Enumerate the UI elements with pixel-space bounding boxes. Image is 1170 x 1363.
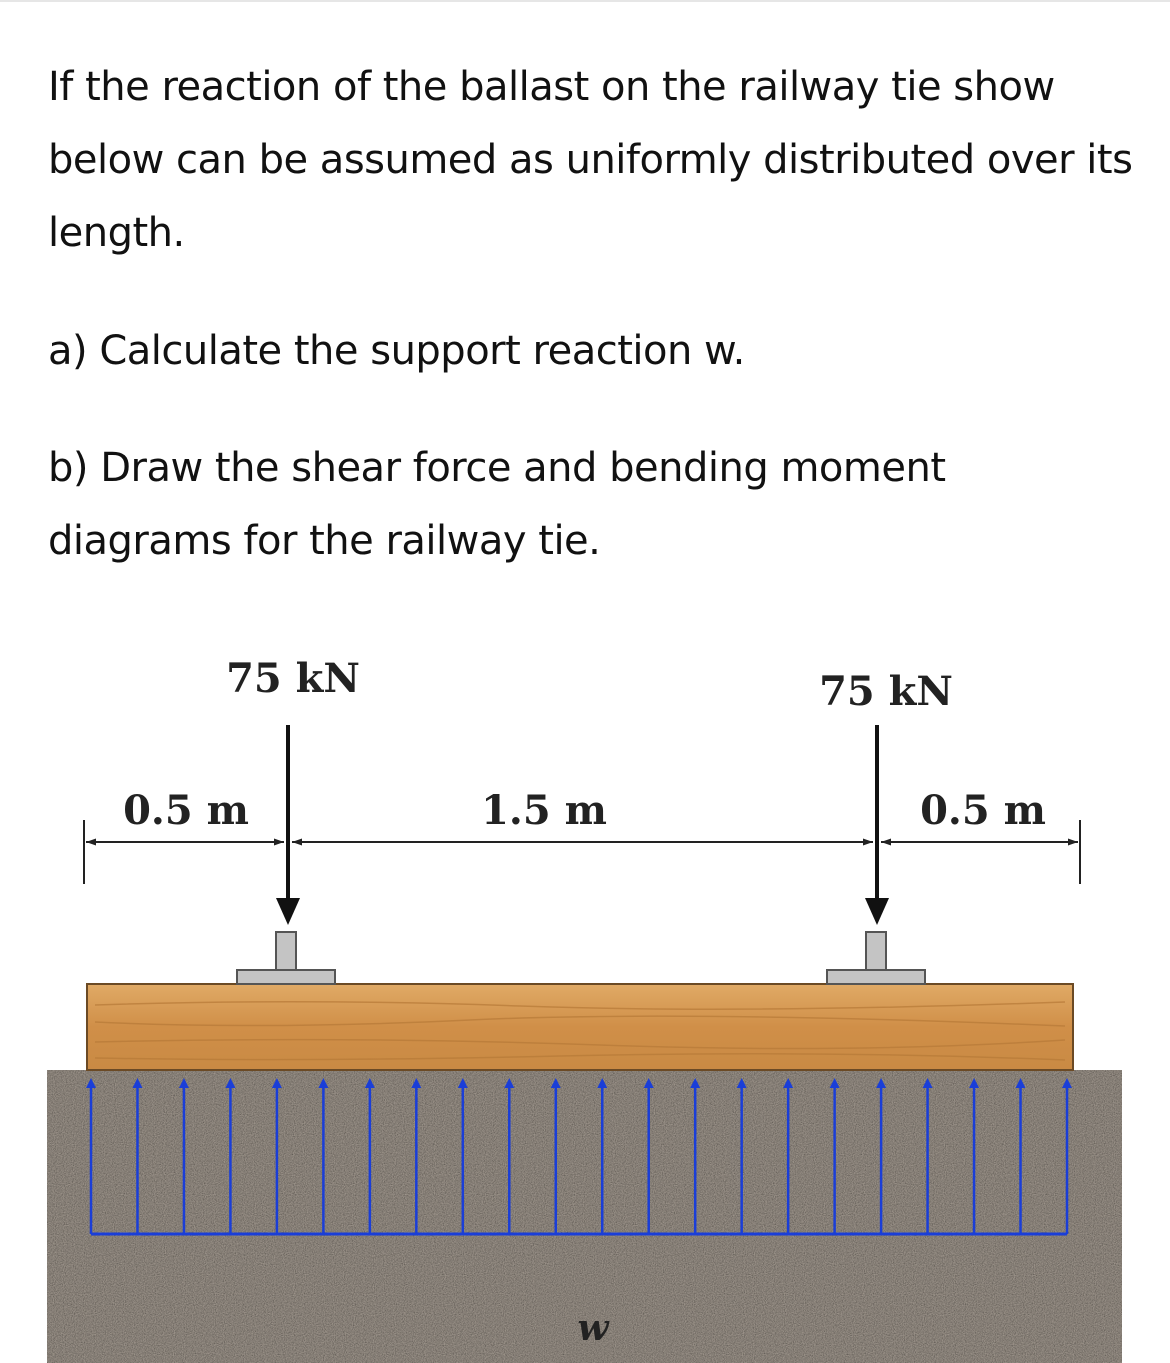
load-arrow-right [865, 725, 889, 925]
right-rail [827, 932, 925, 984]
top-divider [0, 0, 1170, 2]
question-part-b: b) Draw the shear force and bending moment diagrams for the railway tie. [48, 445, 946, 564]
railway-tie-diagram [0, 600, 1170, 1363]
left-rail [237, 932, 335, 984]
dimension-label-right: 0.5 m [920, 787, 1046, 834]
railway-tie [87, 984, 1073, 1070]
question-intro: If the reaction of the ballast on the railway tie show below can be assumed as uniformly distributed over its length. [48, 64, 1133, 256]
load-label-right: 75 kN [819, 668, 953, 715]
question-part-a: a) Calculate the support reaction w. [48, 328, 745, 374]
load-arrow-left [276, 725, 300, 925]
distributed-load-label: w [577, 1307, 609, 1349]
load-label-left: 75 kN [226, 655, 360, 702]
dimension-label-middle: 1.5 m [481, 787, 607, 834]
dimension-label-left: 0.5 m [123, 787, 249, 834]
